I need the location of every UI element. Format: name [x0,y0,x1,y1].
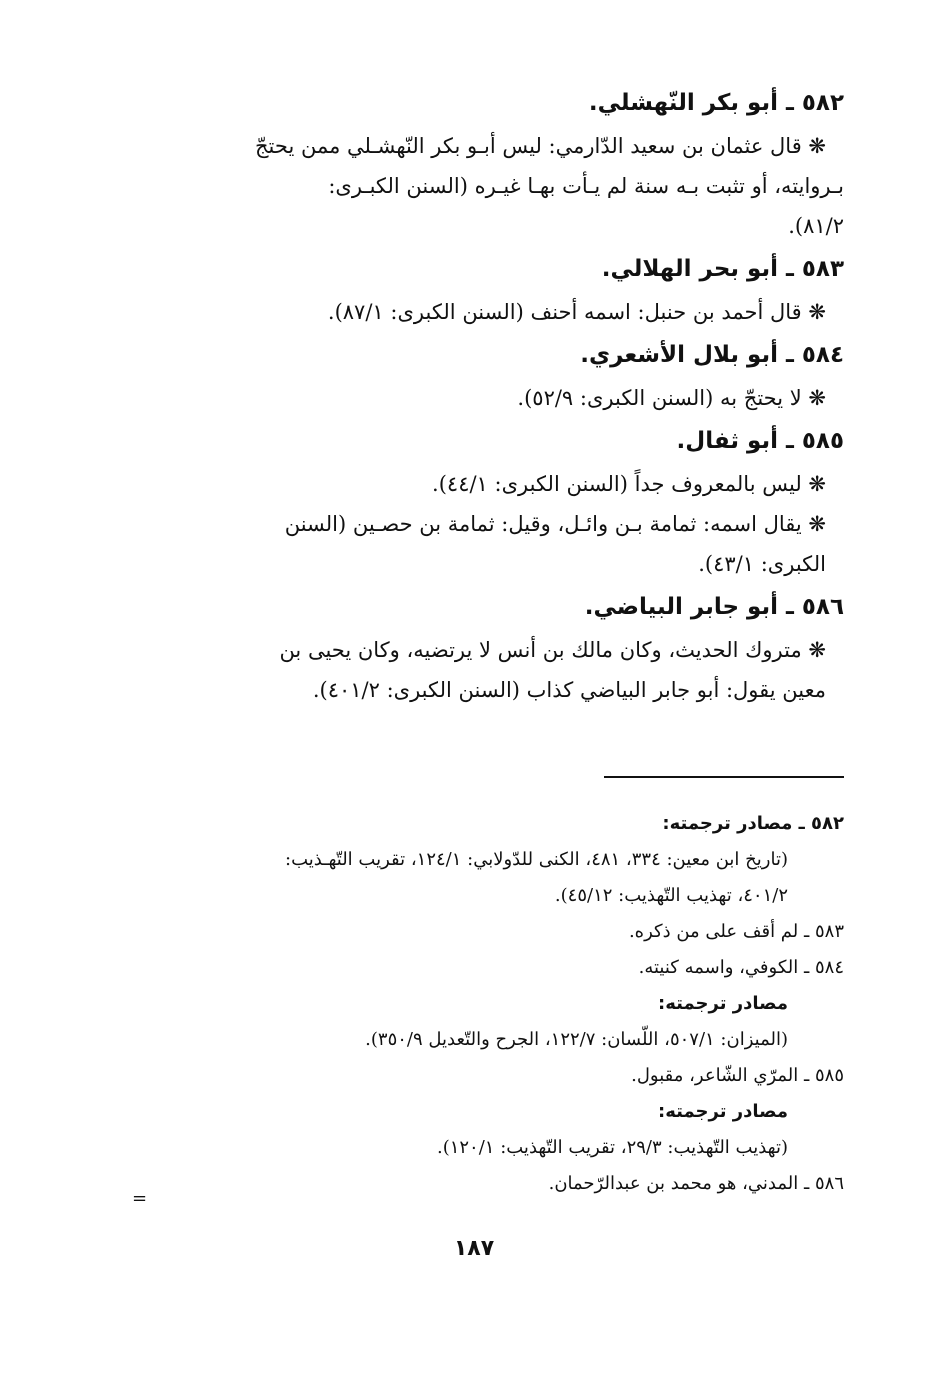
text-line: بـروايته، أو تثبت بـه سنة لم يـأت بهـا غيـره (السنن الكبـرى: [328,174,844,198]
text-line: ❋ ليس بالمعروف جداً (السنن الكبرى: ٤٤/١). [432,472,826,496]
main-text [144,80,844,710]
footnote-line: (تهذيب التّهذيب: ٢٩/٣، تقريب التّهذيب: ١٢٠/١). [436,1137,788,1158]
text-line: معين يقول: أبو جابر البياضي كذاب (السنن الكبرى: ٤٠١/٢). [312,678,826,702]
footnote-line: (الميزان: ٥٠٧/١، اللّسان: ١٢٢/٧، الجرح والتّعديل ٣٥٠/٩). [365,1029,788,1050]
entry-583 [144,246,844,332]
text-line: ❋ لا يحتجّ به (السنن الكبرى: ٥٢/٩). [517,386,826,410]
footnote-line: مصادر ترجمته: [658,1101,788,1122]
text-line: ٨١/٢). [788,214,844,238]
text-line: الكبرى: ٤٣/١). [698,552,826,576]
footnotes [144,806,844,1202]
entry-heading: ٥٨٤ ـ أبو بلال الأشعري. [580,342,844,368]
entry-582 [144,80,844,246]
entry-heading: ٥٨٢ ـ أبو بكر النّهشلي. [588,90,844,116]
entry-585 [144,418,844,584]
footnote-line: ٥٨٤ ـ الكوفي، واسمه كنيته. [638,957,844,978]
entry-item [144,378,844,418]
entry-item [144,126,844,246]
page-number: ١٨٧ [453,1236,495,1261]
text-line: ❋ يقال اسمه: ثمامة بـن وائـل، وقيل: ثمامة بن حصـين (السنن [284,512,826,536]
footnote-divider [604,776,844,778]
entry-item [144,292,844,332]
text-line: ❋ قال أحمد بن حنبل: اسمه أحنف (السنن الكبرى: ٨٧/١). [327,300,826,324]
footnote-line: مصادر ترجمته: [658,993,788,1014]
continuation-mark: = [132,1188,148,1209]
entry-584 [144,332,844,418]
footnote-line: ٥٨٦ ـ المدني، هو محمد بن عبدالرّحمان. [548,1173,844,1194]
entry-item [144,630,844,710]
entry-heading: ٥٨٦ ـ أبو جابر البياضي. [584,594,844,620]
footnote-line: ٥٨٣ ـ لم أقف على من ذكره. [628,921,844,942]
footnote-line: ٤٠١/٢، تهذيب التّهذيب: ٤٥/١٢). [554,885,788,906]
entry-heading: ٥٨٣ ـ أبو بحر الهلالي. [601,256,844,282]
text-line: ❋ متروك الحديث، وكان مالك بن أنس لا يرتضيه، وكان يحيى بن [279,638,826,662]
footnote-line: ٥٨٥ ـ المرّي الشّاعر، مقبول. [631,1065,844,1086]
footnote-line: ٥٨٢ ـ مصادر ترجمته: [662,813,844,834]
entry-586 [144,584,844,710]
entry-heading: ٥٨٥ ـ أبو ثفال. [676,428,844,454]
entry-item [144,464,844,504]
footnote-line: (تاريخ ابن معين: ٣٣٤، ٤٨١، الكنى للدّولابي: ١٢٤/١، تقريب التّهـذيب: [285,849,788,870]
text-line: ❋ قال عثمان بن سعيد الدّارمي: ليس أبـو بكر النّهشـلي ممن يحتجّ [255,134,826,158]
entry-item [144,504,844,584]
